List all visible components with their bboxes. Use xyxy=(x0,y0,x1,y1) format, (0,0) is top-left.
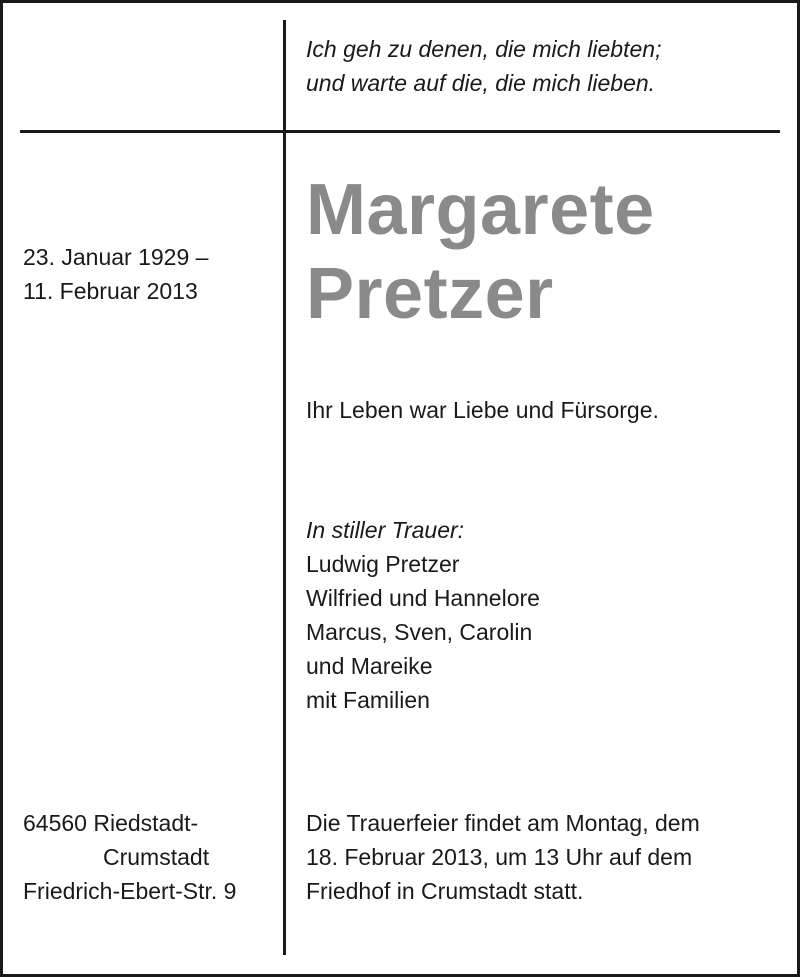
last-name: Pretzer xyxy=(306,254,554,334)
ceremony-info xyxy=(306,806,700,908)
memorial-quote xyxy=(306,32,661,100)
life-dates xyxy=(23,240,208,308)
life-motto: Ihr Leben war Liebe und Fürsorge. xyxy=(306,397,659,423)
mourner-name: Marcus, Sven, Carolin xyxy=(306,619,533,645)
quote-line-1: Ich geh zu denen, die mich liebten; xyxy=(306,36,662,62)
address-line-1: 64560 Riedstadt- xyxy=(23,810,199,836)
address-line-3: Friedrich-Ebert-Str. 9 xyxy=(23,878,237,904)
ceremony-line-1: Die Trauerfeier findet am Montag, dem xyxy=(306,810,700,836)
horizontal-divider xyxy=(20,130,780,133)
address-line-2: Crumstadt xyxy=(103,844,210,870)
mourner-name: Ludwig Pretzer xyxy=(306,551,460,577)
birth-date: 23. Januar 1929 – xyxy=(23,244,209,270)
address-block xyxy=(23,806,236,908)
mourner-name: mit Familien xyxy=(306,687,430,713)
death-date: 11. Februar 2013 xyxy=(23,278,198,304)
vertical-divider xyxy=(283,20,286,955)
ceremony-line-3: Friedhof in Crumstadt statt. xyxy=(306,878,584,904)
ceremony-line-2: 18. Februar 2013, um 13 Uhr auf dem xyxy=(306,844,693,870)
mourners-heading: In stiller Trauer: xyxy=(306,517,465,543)
quote-line-2: und warte auf die, die mich lieben. xyxy=(306,70,656,96)
first-name: Margarete xyxy=(306,170,655,250)
mourner-name: Wilfried und Hannelore xyxy=(306,585,540,611)
mourners-block xyxy=(306,513,540,717)
mourner-name: und Mareike xyxy=(306,653,433,679)
deceased-name xyxy=(306,168,655,336)
